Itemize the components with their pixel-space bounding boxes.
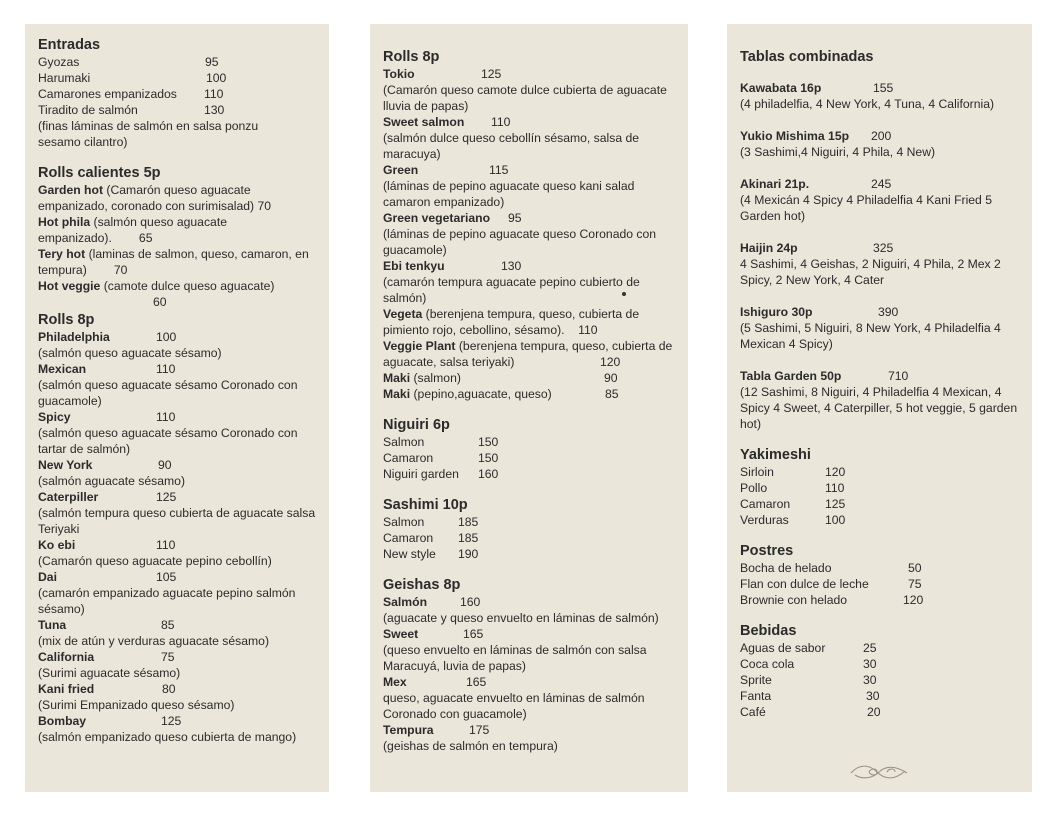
section-title-yakimeshi: Yakimeshi xyxy=(740,447,811,463)
item-description: (láminas de pepino aguacate queso kani salad camaron empanizado) xyxy=(383,179,635,209)
item-name: Salmón xyxy=(383,595,428,609)
list-item xyxy=(383,626,676,642)
list-item xyxy=(740,704,1020,720)
list-item xyxy=(38,537,317,553)
list-item xyxy=(740,688,1020,704)
item-price: 30 xyxy=(863,673,877,687)
list-item: Tokio 125 xyxy=(383,67,502,81)
list-item xyxy=(38,713,317,729)
combo-header xyxy=(740,240,1020,256)
section-title-rolls-8p: Rolls 8p xyxy=(383,49,440,65)
item-price: 120 xyxy=(903,593,924,607)
tablas-list xyxy=(740,80,1020,432)
combo-item xyxy=(740,176,1020,224)
combo-item xyxy=(740,80,1020,112)
item-price: 125 xyxy=(161,714,182,728)
item-name: Salmon xyxy=(383,515,425,529)
section-title-bebidas: Bebidas xyxy=(740,623,797,639)
item-name: Tuna xyxy=(38,618,67,632)
item-name: Salmon xyxy=(383,435,425,449)
section-title-entradas: Entradas xyxy=(38,37,101,53)
list-item xyxy=(740,480,1020,496)
item-price: 165 xyxy=(463,627,484,641)
list-item: Vegeta (berenjena tempura, queso, cubierta de pimiento rojo, cebollino, sésamo). 110 xyxy=(383,307,640,337)
item-price: 160 xyxy=(460,595,481,609)
item-name: Kawabata 16p xyxy=(740,81,822,95)
list-item xyxy=(383,674,676,690)
section-title-rolls-8p: Rolls 8p xyxy=(38,312,95,328)
list-item xyxy=(38,617,317,633)
item-name: Bocha de helado xyxy=(740,561,832,575)
section-title-tablas: Tablas combinadas xyxy=(740,49,874,65)
list-item xyxy=(38,409,317,425)
list-item: Maki (salmon) 90 xyxy=(383,371,618,385)
list-item xyxy=(38,681,317,697)
item-name: Mex xyxy=(383,675,407,689)
list-item xyxy=(38,457,317,473)
item-price: 185 xyxy=(458,531,479,545)
combo-header xyxy=(740,176,1020,192)
item-price: 25 xyxy=(863,641,877,655)
item-name: Fanta xyxy=(740,689,772,703)
menu-column-2 xyxy=(370,24,688,792)
list-item: Hot veggie (camote dulce queso aguacate) xyxy=(38,279,275,293)
item-description: (Surimi aguacate sésamo) xyxy=(38,666,181,680)
list-item: Ebi tenkyu 130 xyxy=(383,259,522,273)
list-item xyxy=(38,329,317,345)
item-name: Mexican xyxy=(38,362,87,376)
item-name: Caterpiller xyxy=(38,490,99,504)
item-price: 175 xyxy=(469,723,490,737)
list-item xyxy=(383,514,676,530)
item-name: Tabla Garden 50p xyxy=(740,369,842,383)
item-name: Sweet xyxy=(383,627,419,641)
list-item xyxy=(38,489,317,505)
list-item: Tery hot (laminas de salmon, queso, camaron, en tempura) 70 xyxy=(38,247,313,277)
item-description: (salmón tempura queso cubierta de aguacate salsa Teriyaki xyxy=(38,506,316,536)
geishas-list xyxy=(383,594,676,754)
item-description: (queso envuelto en láminas de salmón con salsa Maracuyá, luvia de papas) xyxy=(383,643,647,673)
list-item xyxy=(383,722,676,738)
item-description: (salmón empanizado queso cubierta de mango) xyxy=(38,730,297,744)
item-name: Verduras xyxy=(740,513,789,527)
list-item: Green 115 xyxy=(383,163,509,177)
list-item: Sweet salmon 110 xyxy=(383,115,511,129)
item-price: 75 xyxy=(908,577,922,591)
list-item xyxy=(383,546,676,562)
item-price: 325 xyxy=(873,241,894,255)
item-description: (3 Sashimi,4 Niguiri, 4 Phila, 4 New) xyxy=(740,145,936,159)
item-price: 390 xyxy=(878,305,899,319)
list-item xyxy=(38,649,317,665)
item-price: 150 xyxy=(478,435,499,449)
item-name: Philadelphia xyxy=(38,330,110,344)
item-description: (12 Sashimi, 8 Niguiri, 4 Philadelfia 4 Mexican, 4 Spicy 4 Sweet, 4 Caterpiller, 5 hot veggie, 5 garden hot) xyxy=(740,385,1018,431)
item-description: queso, aguacate envuelto en láminas de salmón Coronado con guacamole) xyxy=(383,691,645,721)
item-name: Dai xyxy=(38,570,57,584)
item-description: (mix de atún y verduras aguacate sésamo) xyxy=(38,634,269,648)
item-price: 20 xyxy=(867,705,881,719)
item-price: 245 xyxy=(871,177,892,191)
item-description: (Camarón queso camote dulce cubierta de aguacate lluvia de papas) xyxy=(383,83,667,113)
combo-item xyxy=(740,304,1020,352)
item-description: (aguacate y queso envuelto en láminas de salmón) xyxy=(383,611,659,625)
item-name: California xyxy=(38,650,95,664)
item-name: Aguas de sabor xyxy=(740,641,826,655)
list-item xyxy=(740,560,1020,576)
item-name: New York xyxy=(38,458,93,472)
item-price: 80 xyxy=(162,682,176,696)
item-description: (salmón dulce queso cebollín sésamo, salsa de maracuya) xyxy=(383,131,640,161)
item-name: Yukio Mishima 15p xyxy=(740,129,850,143)
item-price: 160 xyxy=(478,467,499,481)
item-price: 110 xyxy=(156,538,176,552)
list-item xyxy=(383,466,676,482)
item-price: 100 xyxy=(825,513,846,527)
list-item xyxy=(383,530,676,546)
section-title-postres: Postres xyxy=(740,543,794,559)
yakimeshi-list xyxy=(740,464,1020,528)
item-description: (camarón tempura aguacate pepino cubierto de salmón) xyxy=(383,275,640,305)
list-item xyxy=(383,450,676,466)
item-description: (Surimi Empanizado queso sésamo) xyxy=(38,698,235,712)
niguiri-list xyxy=(383,434,676,482)
item-price: 50 xyxy=(908,561,922,575)
item-description: (salmón queso aguacate sésamo Coronado con guacamole) xyxy=(38,378,298,408)
section-title-geishas: Geishas 8p xyxy=(383,577,461,593)
list-item xyxy=(740,512,1020,528)
combo-header xyxy=(740,368,1020,384)
item-price: 110 xyxy=(825,481,845,495)
item-price: 85 xyxy=(161,618,175,632)
bebidas-list xyxy=(740,640,1020,720)
list-item xyxy=(740,592,1020,608)
combo-header xyxy=(740,304,1020,320)
item-price: 155 xyxy=(873,81,894,95)
item-name: Pollo xyxy=(740,481,768,495)
item-name: New style xyxy=(383,547,436,561)
list-item xyxy=(383,434,676,450)
item-name: Coca cola xyxy=(740,657,795,671)
list-item: Maki (pepino,aguacate, queso) 85 xyxy=(383,387,619,401)
item-price: 110 xyxy=(156,410,176,424)
list-item xyxy=(740,464,1020,480)
item-description: (5 Sashimi, 5 Niguiri, 8 New York, 4 Philadelfia 4 Mexican 4 Spicy) xyxy=(740,321,1001,351)
list-item: Gyozas 95 xyxy=(38,55,219,69)
item-description: (finas láminas de salmón en salsa ponzu sesamo cilantro) xyxy=(38,119,259,149)
item-description: (salmón queso aguacate sésamo Coronado con tartar de salmón) xyxy=(38,426,298,456)
list-item xyxy=(740,576,1020,592)
item-description: (geishas de salmón en tempura) xyxy=(383,739,558,753)
sashimi-list xyxy=(383,514,676,562)
item-price: 710 xyxy=(888,369,909,383)
item-description: (láminas de pepino aguacate queso Coronado con guacamole) xyxy=(383,227,657,257)
item-price: 90 xyxy=(158,458,172,472)
list-item: Hot phila (salmón queso aguacate empanizado). 65 xyxy=(38,215,231,245)
item-price: 190 xyxy=(458,547,479,561)
list-item: Green vegetariano 95 xyxy=(383,211,522,225)
item-price: 110 xyxy=(156,362,176,376)
item-description: (salmón aguacate sésamo) xyxy=(38,474,185,488)
item-name: Kani fried xyxy=(38,682,95,696)
combo-header xyxy=(740,80,1020,96)
item-name: Spicy xyxy=(38,410,71,424)
menu-column-3 xyxy=(727,24,1032,792)
item-price: 60 xyxy=(153,295,167,309)
item-name: Ko ebi xyxy=(38,538,76,552)
stray-dot xyxy=(622,292,626,296)
item-description: (Camarón queso aguacate pepino cebollín) xyxy=(38,554,272,568)
list-item xyxy=(38,569,317,585)
rolls-list xyxy=(38,329,317,745)
item-name: Bombay xyxy=(38,714,87,728)
section-title-sashimi: Sashimi 10p xyxy=(383,497,468,513)
list-item: Camarones empanizados 110 xyxy=(38,87,224,101)
combo-item xyxy=(740,128,1020,160)
item-price: 105 xyxy=(156,570,177,584)
item-name: Brownie con helado xyxy=(740,593,848,607)
item-name: Sirloin xyxy=(740,465,774,479)
menu-column-1 xyxy=(25,24,329,792)
item-name: Sprite xyxy=(740,673,772,687)
section-title-niguiri: Niguiri 6p xyxy=(383,417,450,433)
combo-item xyxy=(740,368,1020,432)
item-price: 100 xyxy=(156,330,177,344)
section-title-rolls-calientes: Rolls calientes 5p xyxy=(38,165,161,181)
item-price: 165 xyxy=(466,675,487,689)
list-item: Garden hot (Camarón queso aguacate empanizado, coronado con surimisalad) 70 xyxy=(38,183,272,213)
item-price: 200 xyxy=(871,129,892,143)
flourish-ornament-icon xyxy=(847,762,911,782)
item-price: 30 xyxy=(863,657,877,671)
item-description: (4 Mexicán 4 Spicy 4 Philadelfia 4 Kani Fried 5 Garden hot) xyxy=(740,193,993,223)
list-item: Tiradito de salmón 130 xyxy=(38,103,225,117)
list-item xyxy=(740,656,1020,672)
item-description: (4 philadelfia, 4 New York, 4 Tuna, 4 California) xyxy=(740,97,995,111)
item-name: Ishiguro 30p xyxy=(740,305,813,319)
list-item xyxy=(383,594,676,610)
item-description: 4 Sashimi, 4 Geishas, 2 Niguiri, 4 Phila, 2 Mex 2 Spicy, 2 New York, 4 Cater xyxy=(740,257,1001,287)
item-name: Akinari 21p. xyxy=(740,177,810,191)
combo-item xyxy=(740,240,1020,288)
item-name: Flan con dulce de leche xyxy=(740,577,869,591)
item-description: (camarón empanizado aguacate pepino salmón sésamo) xyxy=(38,586,296,616)
postres-list xyxy=(740,560,1020,608)
item-price: 75 xyxy=(161,650,175,664)
list-item: Harumaki 100 xyxy=(38,71,227,85)
item-price: 185 xyxy=(458,515,479,529)
item-name: Café xyxy=(740,705,766,719)
item-price: 125 xyxy=(825,497,846,511)
item-price: 30 xyxy=(866,689,880,703)
item-description: (salmón queso aguacate sésamo) xyxy=(38,346,222,360)
list-item xyxy=(740,672,1020,688)
item-name: Niguiri garden xyxy=(383,467,459,481)
list-item: Veggie Plant (berenjena tempura, queso, cubierta de aguacate, salsa teriyaki) 120 xyxy=(383,339,673,369)
item-price: 150 xyxy=(478,451,499,465)
list-item xyxy=(38,361,317,377)
item-price: 120 xyxy=(825,465,846,479)
list-item xyxy=(740,496,1020,512)
item-name: Camaron xyxy=(383,531,434,545)
item-name: Camaron xyxy=(383,451,434,465)
combo-header xyxy=(740,128,1020,144)
item-price: 125 xyxy=(156,490,177,504)
item-name: Tempura xyxy=(383,723,434,737)
list-item xyxy=(740,640,1020,656)
item-name: Haijin 24p xyxy=(740,241,798,255)
item-name: Camaron xyxy=(740,497,791,511)
